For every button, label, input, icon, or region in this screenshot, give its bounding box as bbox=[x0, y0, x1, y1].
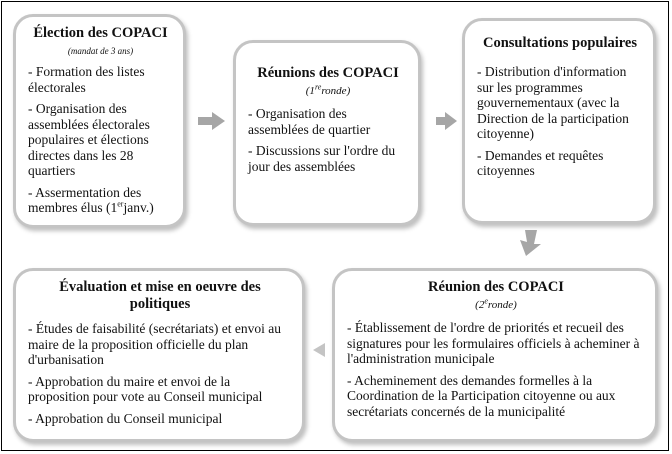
box-evaluation-item-1: - Études de faisabilité (secrétariats) et envoi au maire de la proposition officielle du plan d'urbanisation bbox=[28, 321, 282, 367]
box-consultations-item-1: - Distribution d'information sur les programmes gouvernementaux (avec la Direction de la participation citoyenne) bbox=[477, 64, 629, 141]
box-consultations-title: Consultations populaires bbox=[482, 35, 638, 51]
box-election-item-2: - Organisation des assemblées électorales populaires et élections directes dans les 28 quartiers bbox=[28, 101, 150, 178]
box-consultations-item-2: - Demandes et requêtes citoyennes bbox=[477, 147, 604, 178]
box-reunion-1 bbox=[233, 40, 421, 226]
box-consultations bbox=[462, 18, 656, 224]
box-reunion-2 bbox=[332, 268, 658, 442]
box-reunion-1-item-2: - Discussions sur l'ordre du jour des assemblées bbox=[248, 143, 396, 174]
box-election-subtitle: (mandat de 3 ans) bbox=[67, 46, 134, 56]
box-reunion-2-item-1: - Établissement de l'ordre de priorités et recueil des signatures pour les formulaires officiels à acheminer à l'administration municipale bbox=[347, 320, 640, 366]
arrow-right-2-icon bbox=[436, 112, 458, 130]
box-reunion-2-item-2: - Acheminement des demandes formelles à la Coordination de la Participation citoyenne ou aux secrétariats concernés de la municipalité bbox=[347, 372, 616, 419]
box-evaluation-title: Évaluation et mise en oeuvre des politiques bbox=[59, 279, 261, 312]
box-election-item-3: - Assermentation des membres élus (1erjanv.) bbox=[28, 184, 154, 215]
box-reunion-2-title: Réunion des COPACI bbox=[428, 279, 564, 295]
box-evaluation-item-2: - Approbation du maire et envoi de la proposition pour vote au Conseil municipal bbox=[28, 373, 263, 404]
arrow-down-icon bbox=[516, 229, 544, 257]
box-reunion-1-title: Réunions des COPACI bbox=[257, 65, 399, 81]
box-reunion-1-subtitle: (1reronde) bbox=[305, 82, 351, 97]
box-reunion-2-subtitle: (2eronde) bbox=[475, 296, 517, 311]
arrow-left-icon bbox=[312, 343, 326, 357]
arrow-right-1-icon bbox=[198, 112, 226, 130]
box-election bbox=[13, 14, 186, 228]
box-evaluation bbox=[13, 268, 305, 442]
box-election-item-1: - Formation des listes électorales bbox=[28, 64, 145, 95]
box-election-title: Élection des COPACI bbox=[33, 25, 168, 41]
box-evaluation-item-3: - Approbation du Conseil municipal bbox=[28, 410, 223, 426]
box-reunion-1-item-1: - Organisation des assemblées de quartier bbox=[248, 106, 371, 137]
